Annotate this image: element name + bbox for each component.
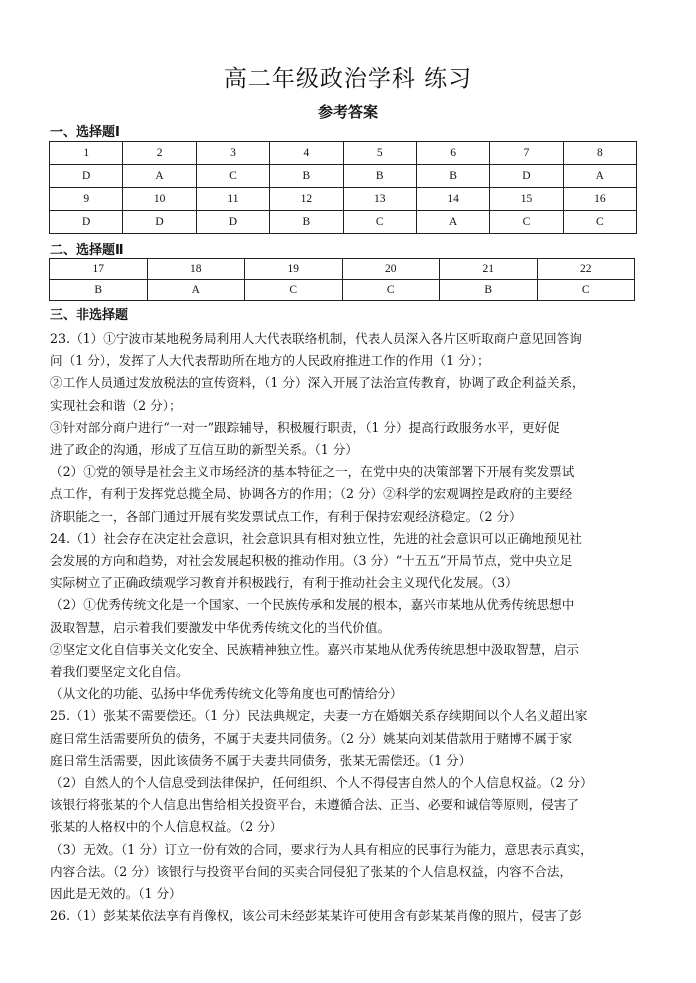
answer-line: ③针对部分商户进行“一对一”跟踪辅导，积极履行职责，（1 分）提高行政服务水平，更好促 [50,419,560,435]
table-row [50,259,635,280]
table-cell: B [416,165,489,188]
table-cell: 12 [270,188,343,211]
table-cell: B [440,280,538,301]
table-cell: C [196,165,269,188]
answer-line: ②工作人员通过发放税法的宣传资料，（1 分）深入开展了法治宣传教育，协调了政企利益关系， [50,375,585,391]
table-cell: 15 [490,188,563,211]
answer-line: （从文化的功能、弘扬中华优秀传统文化等角度也可酌情给分） [50,686,403,702]
table-cell: D [490,165,563,188]
answer-line: 张某的人格权中的个人信息权益。（2 分） [50,819,283,835]
table-cell: 19 [245,259,343,280]
answer-line: 庭日常生活需要，因此该债务不属于夫妻共同债务，张某无需偿还。（1 分） [50,752,472,768]
answer-line: 实际树立了正确政绩观学习教育并积极践行，有利于推动社会主义现代化发展。（3） [50,575,518,591]
answer-line: （2）①优秀传统文化是一个国家、一个民族传承和发展的根本，嘉兴市某地从优秀传统思想中 [50,597,575,613]
section3-heading: 三、非选择题 [50,308,129,323]
table-cell: 10 [123,188,196,211]
table-cell: B [343,165,416,188]
table-cell: 21 [440,259,538,280]
answer-line: 着我们要坚定文化自信。 [50,664,189,680]
table-cell: 8 [563,142,636,165]
table-cell: C [537,280,635,301]
table-cell: C [563,211,636,234]
table-cell: 2 [123,142,196,165]
table-cell: 20 [342,259,440,280]
table-cell: D [123,211,196,234]
table-cell: B [270,211,343,234]
answer-line: 济职能之一，各部门通过开展有奖发票试点工作，有利于保持宏观经济稳定。（2 分） [50,508,522,524]
table-cell: B [270,165,343,188]
table-cell: 5 [343,142,416,165]
table-cell: A [147,280,245,301]
answer-line: 因此是无效的。（1 分） [50,886,182,902]
table-cell: C [245,280,343,301]
table-cell: B [50,280,148,301]
table-row [50,188,637,211]
table-cell: D [196,211,269,234]
table-cell: 22 [537,259,635,280]
table-cell: 18 [147,259,245,280]
answer-line: 内容合法。（2 分）该银行与投资平台间的买卖合同侵犯了张某的个人信息权益，内容不合法， [50,863,573,879]
table-cell: C [343,211,416,234]
answer-line: 23.（1）①宁波市某地税务局利用人大代表联络机制，代表人员深入各片区听取商户意见回答询 [50,331,582,346]
table-row [50,165,637,188]
answer-line: （3）无效。（1 分）订立一份有效的合同，要求行为人具有相应的民事行为能力，意思表示真实， [50,841,593,857]
answer-line: 会发展的方向和趋势，对社会发展起积极的推动作用。（3 分）“十五五”开局节点，党中央立足 [50,553,573,569]
table-cell: 3 [196,142,269,165]
page-subtitle: 参考答案 [317,103,378,121]
table-cell: A [563,165,636,188]
table-cell: 7 [490,142,563,165]
table-cell: 9 [50,188,123,211]
table-cell: 1 [50,142,123,165]
answer-line: 庭日常生活需要所负的债务，不属于夫妻共同债务。（2 分）姚某向刘某借款用于赌博不属于家 [50,730,573,746]
table-cell: A [416,211,489,234]
table-cell: D [50,211,123,234]
table-row [50,142,637,165]
choice-table-1 [49,141,637,234]
answer-line: 进了政企的沟通，形成了互信互助的新型关系。（1 分） [50,442,358,458]
table-cell: 13 [343,188,416,211]
table-cell: C [490,211,563,234]
answer-line: 汲取智慧，启示着我们要激发中华优秀传统文化的当代价值。 [50,619,391,635]
table-cell: 4 [270,142,343,165]
table-cell: 11 [196,188,269,211]
page-title: 高二年级政治学科 练习 [223,66,473,92]
answer-line: 点工作，有利于发挥党总揽全局、协调各方的作用；（2 分）②科学的宏观调控是政府的主要经 [50,486,573,502]
answer-text [50,328,640,927]
section1-heading: 一、选择题Ⅰ [50,125,120,140]
answer-line: 问（1 分），发挥了人大代表帮助所在地方的人民政府推进工作的作用（1 分）； [50,353,490,369]
table-cell: 17 [50,259,148,280]
answer-line: 实现社会和谐（2 分）； [50,397,182,413]
answer-line: （2）①党的领导是社会主义市场经济的基本特征之一，在党中央的决策部署下开展有奖发票试 [50,464,575,480]
answer-line: 24.（1）社会存在决定社会意识，社会意识具有相对独立性，先进的社会意识可以正确地预见社 [50,530,582,546]
table-cell: 6 [416,142,489,165]
table-cell: A [123,165,196,188]
answer-line: ②坚定文化自信事关文化安全、民族精神独立性。嘉兴市某地从优秀传统思想中汲取智慧，启示 [50,641,579,657]
table-row [50,280,635,301]
table-cell: 14 [416,188,489,211]
answer-line: 26.（1）彭某某依法享有肖像权，该公司未经彭某某许可使用含有彭某某肖像的照片，侵害了彭 [50,908,582,924]
table-cell: D [50,165,123,188]
answer-line: 25.（1）张某不需要偿还。（1 分）民法典规定，夫妻一方在婚姻关系存续期间以个人名义超出家 [50,708,588,724]
section2-heading: 二、选择题Ⅱ [50,243,124,258]
choice-table-2 [49,258,635,301]
table-cell: 16 [563,188,636,211]
answer-line: 该银行将张某的个人信息出售给相关投资平台，未遵循合法、正当、必要和诚信等原则，侵害了 [50,797,579,813]
answer-line: （2）自然人的个人信息受到法律保护，任何组织、个人不得侵害自然人的个人信息权益。（2 分） [50,775,593,791]
table-cell: C [342,280,440,301]
table-row [50,211,637,234]
